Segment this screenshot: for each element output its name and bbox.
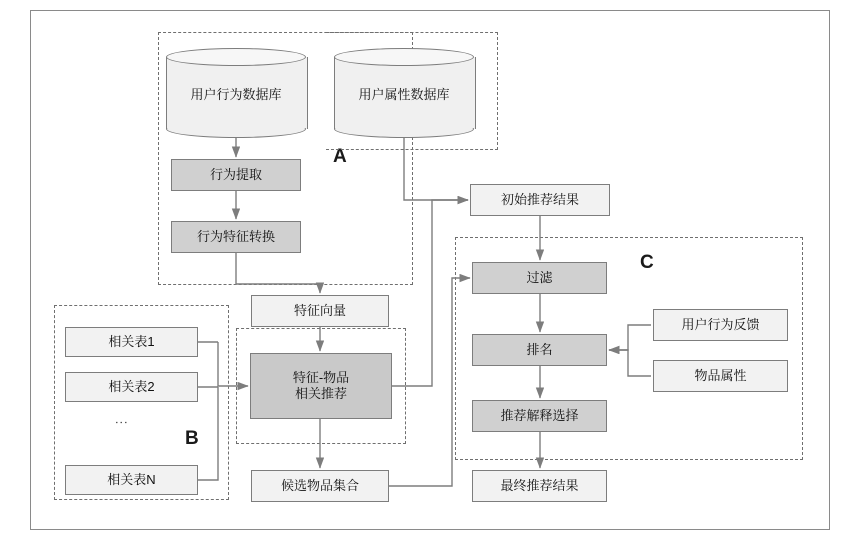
database-user-attribute-label: 用户属性数据库 bbox=[358, 86, 450, 102]
node-initial-recommend-result-label: 初始推荐结果 bbox=[500, 191, 579, 207]
node-candidate-item-set bbox=[251, 470, 389, 502]
node-item-attribute-label: 物品属性 bbox=[694, 367, 747, 383]
node-behavior-extract-label: 行为提取 bbox=[209, 166, 262, 182]
group-c-label: C bbox=[640, 252, 654, 273]
node-rank bbox=[472, 334, 607, 366]
node-feature-item-recommend bbox=[250, 353, 392, 419]
node-candidate-item-set-label: 候选物品集合 bbox=[280, 477, 359, 493]
node-related-table-n-label: 相关表N bbox=[107, 471, 156, 487]
node-feature-vector bbox=[251, 295, 389, 327]
node-feature-item-recommend-label-line2: 相关推荐 bbox=[294, 386, 347, 401]
node-behavior-feature-transform-label: 行为特征转换 bbox=[196, 228, 275, 244]
node-related-table-2-label: 相关表2 bbox=[108, 378, 155, 394]
node-behavior-extract bbox=[171, 159, 301, 191]
database-user-behavior-label: 用户行为数据库 bbox=[190, 86, 282, 102]
node-filter bbox=[472, 262, 607, 294]
group-b-label: B bbox=[185, 428, 199, 449]
group-a-label: A bbox=[333, 146, 347, 167]
database-user-behavior bbox=[166, 48, 306, 138]
node-feature-vector-label: 特征向量 bbox=[293, 302, 346, 318]
node-final-recommend-result-label: 最终推荐结果 bbox=[500, 477, 579, 493]
node-item-attribute bbox=[653, 360, 788, 392]
vertical-ellipsis: ⋮ bbox=[114, 416, 129, 431]
node-user-behavior-feedback bbox=[653, 309, 788, 341]
node-related-table-n bbox=[65, 465, 198, 495]
node-initial-recommend-result bbox=[470, 184, 610, 216]
node-user-behavior-feedback-label: 用户行为反馈 bbox=[681, 316, 760, 332]
database-user-attribute bbox=[334, 48, 474, 138]
node-related-table-1 bbox=[65, 327, 198, 357]
node-rank-label: 排名 bbox=[526, 341, 553, 357]
node-feature-item-recommend-label-line1: 特征-物品 bbox=[292, 369, 350, 385]
node-related-table-2 bbox=[65, 372, 198, 402]
node-final-recommend-result bbox=[472, 470, 607, 502]
node-recommend-explain-select-label: 推荐解释选择 bbox=[500, 407, 579, 423]
node-related-table-1-label: 相关表1 bbox=[108, 333, 155, 349]
node-filter-label: 过滤 bbox=[526, 269, 553, 285]
node-behavior-feature-transform bbox=[171, 221, 301, 253]
node-recommend-explain-select bbox=[472, 400, 607, 432]
